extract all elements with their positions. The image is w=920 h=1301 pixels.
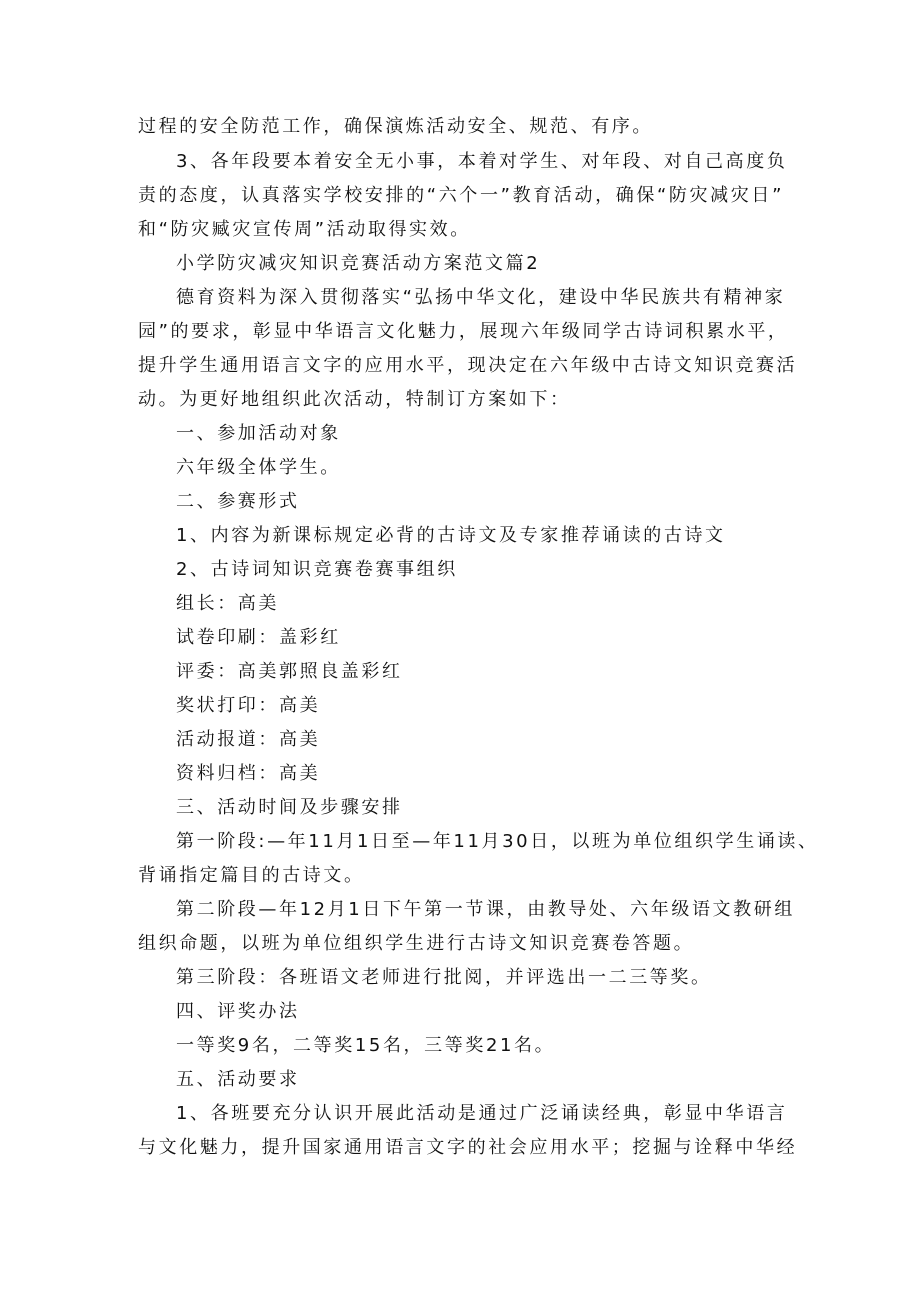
list-item: 奖状打印：高美	[176, 695, 321, 716]
section-heading: 小学防灾减灾知识竞赛活动方案范文篇2	[176, 253, 541, 274]
paragraph-line: 园”的要求，彰显中华语言文化魅力，展现六年级同学古诗词积累水平，	[138, 321, 789, 342]
section-heading: 五、活动要求	[176, 1069, 300, 1090]
paragraph-line: 组织命题，以班为单位组织学生进行古诗文知识竞赛卷答题。	[138, 933, 695, 954]
paragraph-line: 与文化魅力，提升国家通用语言文字的社会应用水平；挖掘与诠释中华经	[138, 1137, 798, 1158]
list-item: 活动报道：高美	[176, 729, 321, 750]
paragraph-line: 第二阶段—年12月1日下午第一节课，由教导处、六年级语文教研组	[176, 899, 795, 920]
paragraph-line: 背诵指定篇目的古诗文。	[138, 865, 365, 886]
paragraph-line: 德育资料为深入贯彻落实“弘扬中华文化，建设中华民族共有精神家	[176, 287, 786, 308]
section-heading: 二、参赛形式	[176, 491, 300, 512]
paragraph-line: 3、各年段要本着安全无小事，本着对学生、对年段、对自己高度负	[176, 151, 788, 172]
paragraph-line: 动。为更好地组织此次活动，特制订方案如下：	[138, 389, 571, 410]
paragraph-line: 第一阶段:—年11月1日至—年11月30日，以班为单位组织学生诵读、	[176, 831, 819, 852]
paragraph-line: 六年级全体学生。	[176, 457, 341, 478]
paragraph-line: 第三阶段：各班语文老师进行批阅，并评选出一二三等奖。	[176, 967, 712, 988]
section-heading: 三、活动时间及步骤安排	[176, 797, 403, 818]
section-heading: 一、参加活动对象	[176, 423, 341, 444]
paragraph-line: 提升学生通用语言文字的应用水平，现决定在六年级中古诗文知识竞赛活	[138, 355, 798, 376]
paragraph-line: 过程的安全防范工作，确保演炼活动安全、规范、有序。	[138, 116, 653, 137]
paragraph-line: 1、各班要充分认识开展此活动是通过广泛诵读经典，彰显中华语言	[176, 1103, 788, 1124]
paragraph-line: 责的态度，认真落实学校安排的“六个一”教育活动，确保“防灾减灾日”	[138, 185, 784, 206]
list-item: 资料归档：高美	[176, 763, 321, 784]
list-item: 试卷印刷：盖彩红	[176, 627, 341, 648]
section-heading: 四、评奖办法	[176, 1001, 300, 1022]
list-item: 组长：高美	[176, 593, 279, 614]
paragraph-line: 一等奖9名，二等奖15名，三等奖21名。	[176, 1035, 556, 1056]
list-item: 1、内容为新课标规定必背的古诗文及专家推荐诵读的古诗文	[176, 525, 726, 546]
list-item: 评委：高美郭照良盖彩红	[176, 661, 403, 682]
list-item: 2、古诗词知识竞赛卷赛事组织	[176, 559, 458, 580]
paragraph-line: 和“防灾臧灾宣传周”活动取得实效。	[138, 219, 471, 240]
